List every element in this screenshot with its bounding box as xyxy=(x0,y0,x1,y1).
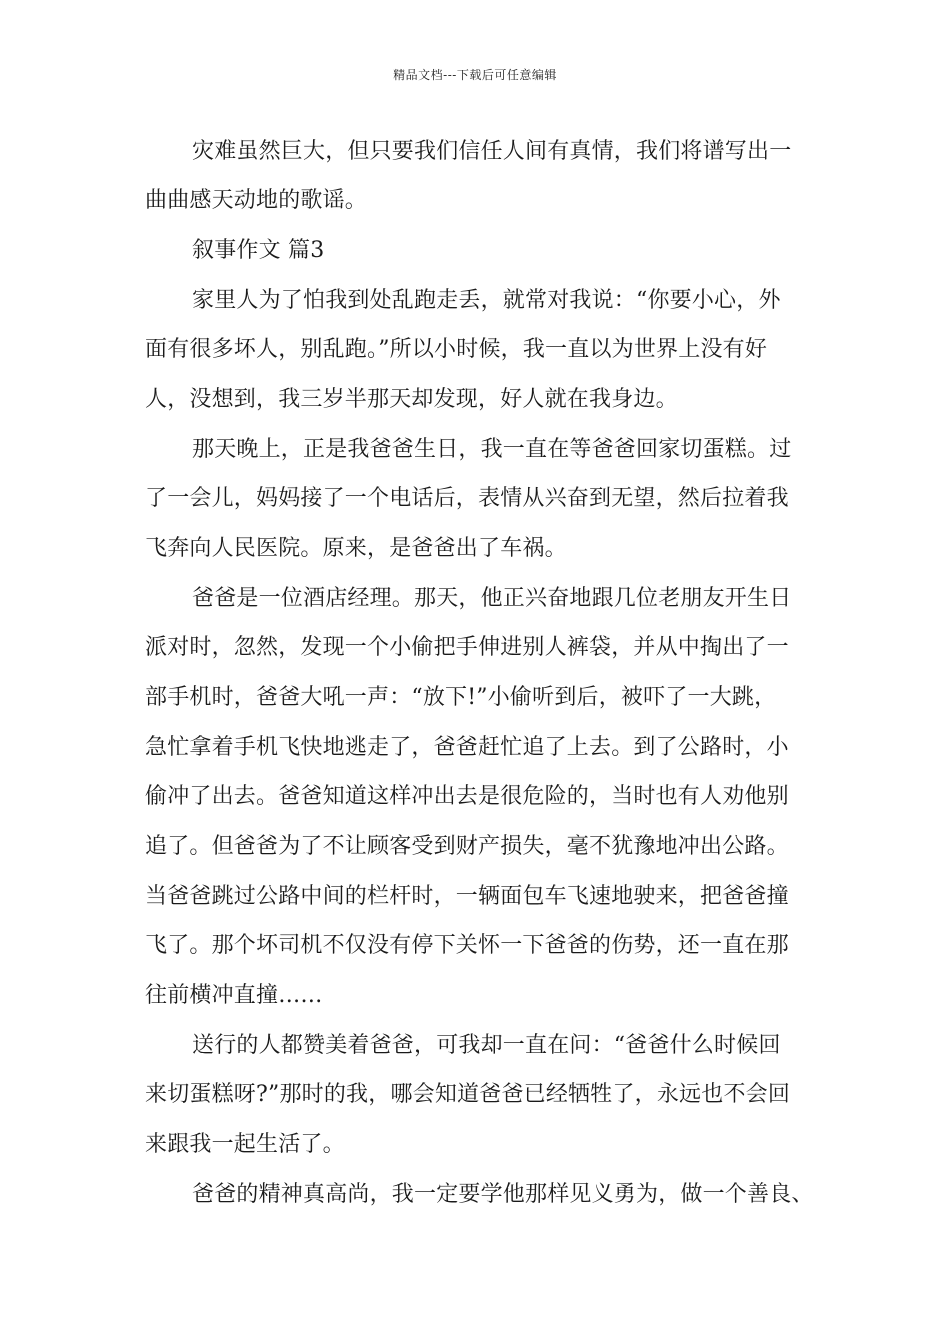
text-line: 曲曲感天动地的歌谣。 xyxy=(145,188,368,213)
text-line: 送行的人都赞美着爸爸，可我却一直在问：“爸爸什么时候回 xyxy=(192,1033,781,1058)
text-line: 面有很多坏人，别乱跑。”所以小时候，我一直以为世界上没有好 xyxy=(145,337,768,362)
text-line: 追了。但爸爸为了不让顾客受到财产损失，毫不犹豫地冲出公路。 xyxy=(145,834,789,859)
text-line: 了一会儿，妈妈接了一个电话后，表情从兴奋到无望，然后拉着我 xyxy=(145,486,789,511)
section-heading: 叙事作文 篇3 xyxy=(192,238,325,263)
text-line: 人，没想到，我三岁半那天却发现，好人就在我身边。 xyxy=(145,387,678,412)
text-line: 当爸爸跳过公路中间的栏杆时，一辆面包车飞速地驶来，把爸爸撞 xyxy=(145,884,789,909)
text-line: 飞了。那个坏司机不仅没有停下关怀一下爸爸的伤势，还一直在那 xyxy=(145,933,789,958)
text-line: 那天晚上，正是我爸爸生日，我一直在等爸爸回家切蛋糕。过 xyxy=(192,437,792,462)
text-line: 灾难虽然巨大，但只要我们信任人间有真情，我们将谱写出一 xyxy=(192,139,792,164)
text-line: 爸爸是一位酒店经理。那天，他正兴奋地跟几位老朋友开生日 xyxy=(192,586,792,611)
text-line: 飞奔向人民医院。原来，是爸爸出了车祸。 xyxy=(145,536,567,561)
text-line: 派对时，忽然，发现一个小偷把手伸进别人裤袋，并从中掏出了一 xyxy=(145,635,789,660)
text-line: 往前横冲直撞…… xyxy=(145,983,323,1008)
text-line: 部手机时，爸爸大吼一声：“放下!”小偷听到后，被吓了一大跳， xyxy=(145,685,777,710)
text-line: 家里人为了怕我到处乱跑走丢，就常对我说：“你要小心，外 xyxy=(192,288,781,313)
text-line: 来跟我一起生活了。 xyxy=(145,1132,345,1157)
text-line: 偷冲了出去。爸爸知道这样冲出去是很危险的，当时也有人劝他别 xyxy=(145,784,789,809)
text-line: 来切蛋糕呀?”那时的我，哪会知道爸爸已经牺牲了，永远也不会回 xyxy=(145,1082,791,1107)
text-line: 爸爸的精神真高尚，我一定要学他那样见义勇为，做一个善良、 xyxy=(192,1182,814,1207)
text-line: 急忙拿着手机飞快地逃走了，爸爸赶忙追了上去。到了公路时，小 xyxy=(145,735,789,760)
page-header: 精品文档---下载后可任意编辑 xyxy=(393,68,557,82)
